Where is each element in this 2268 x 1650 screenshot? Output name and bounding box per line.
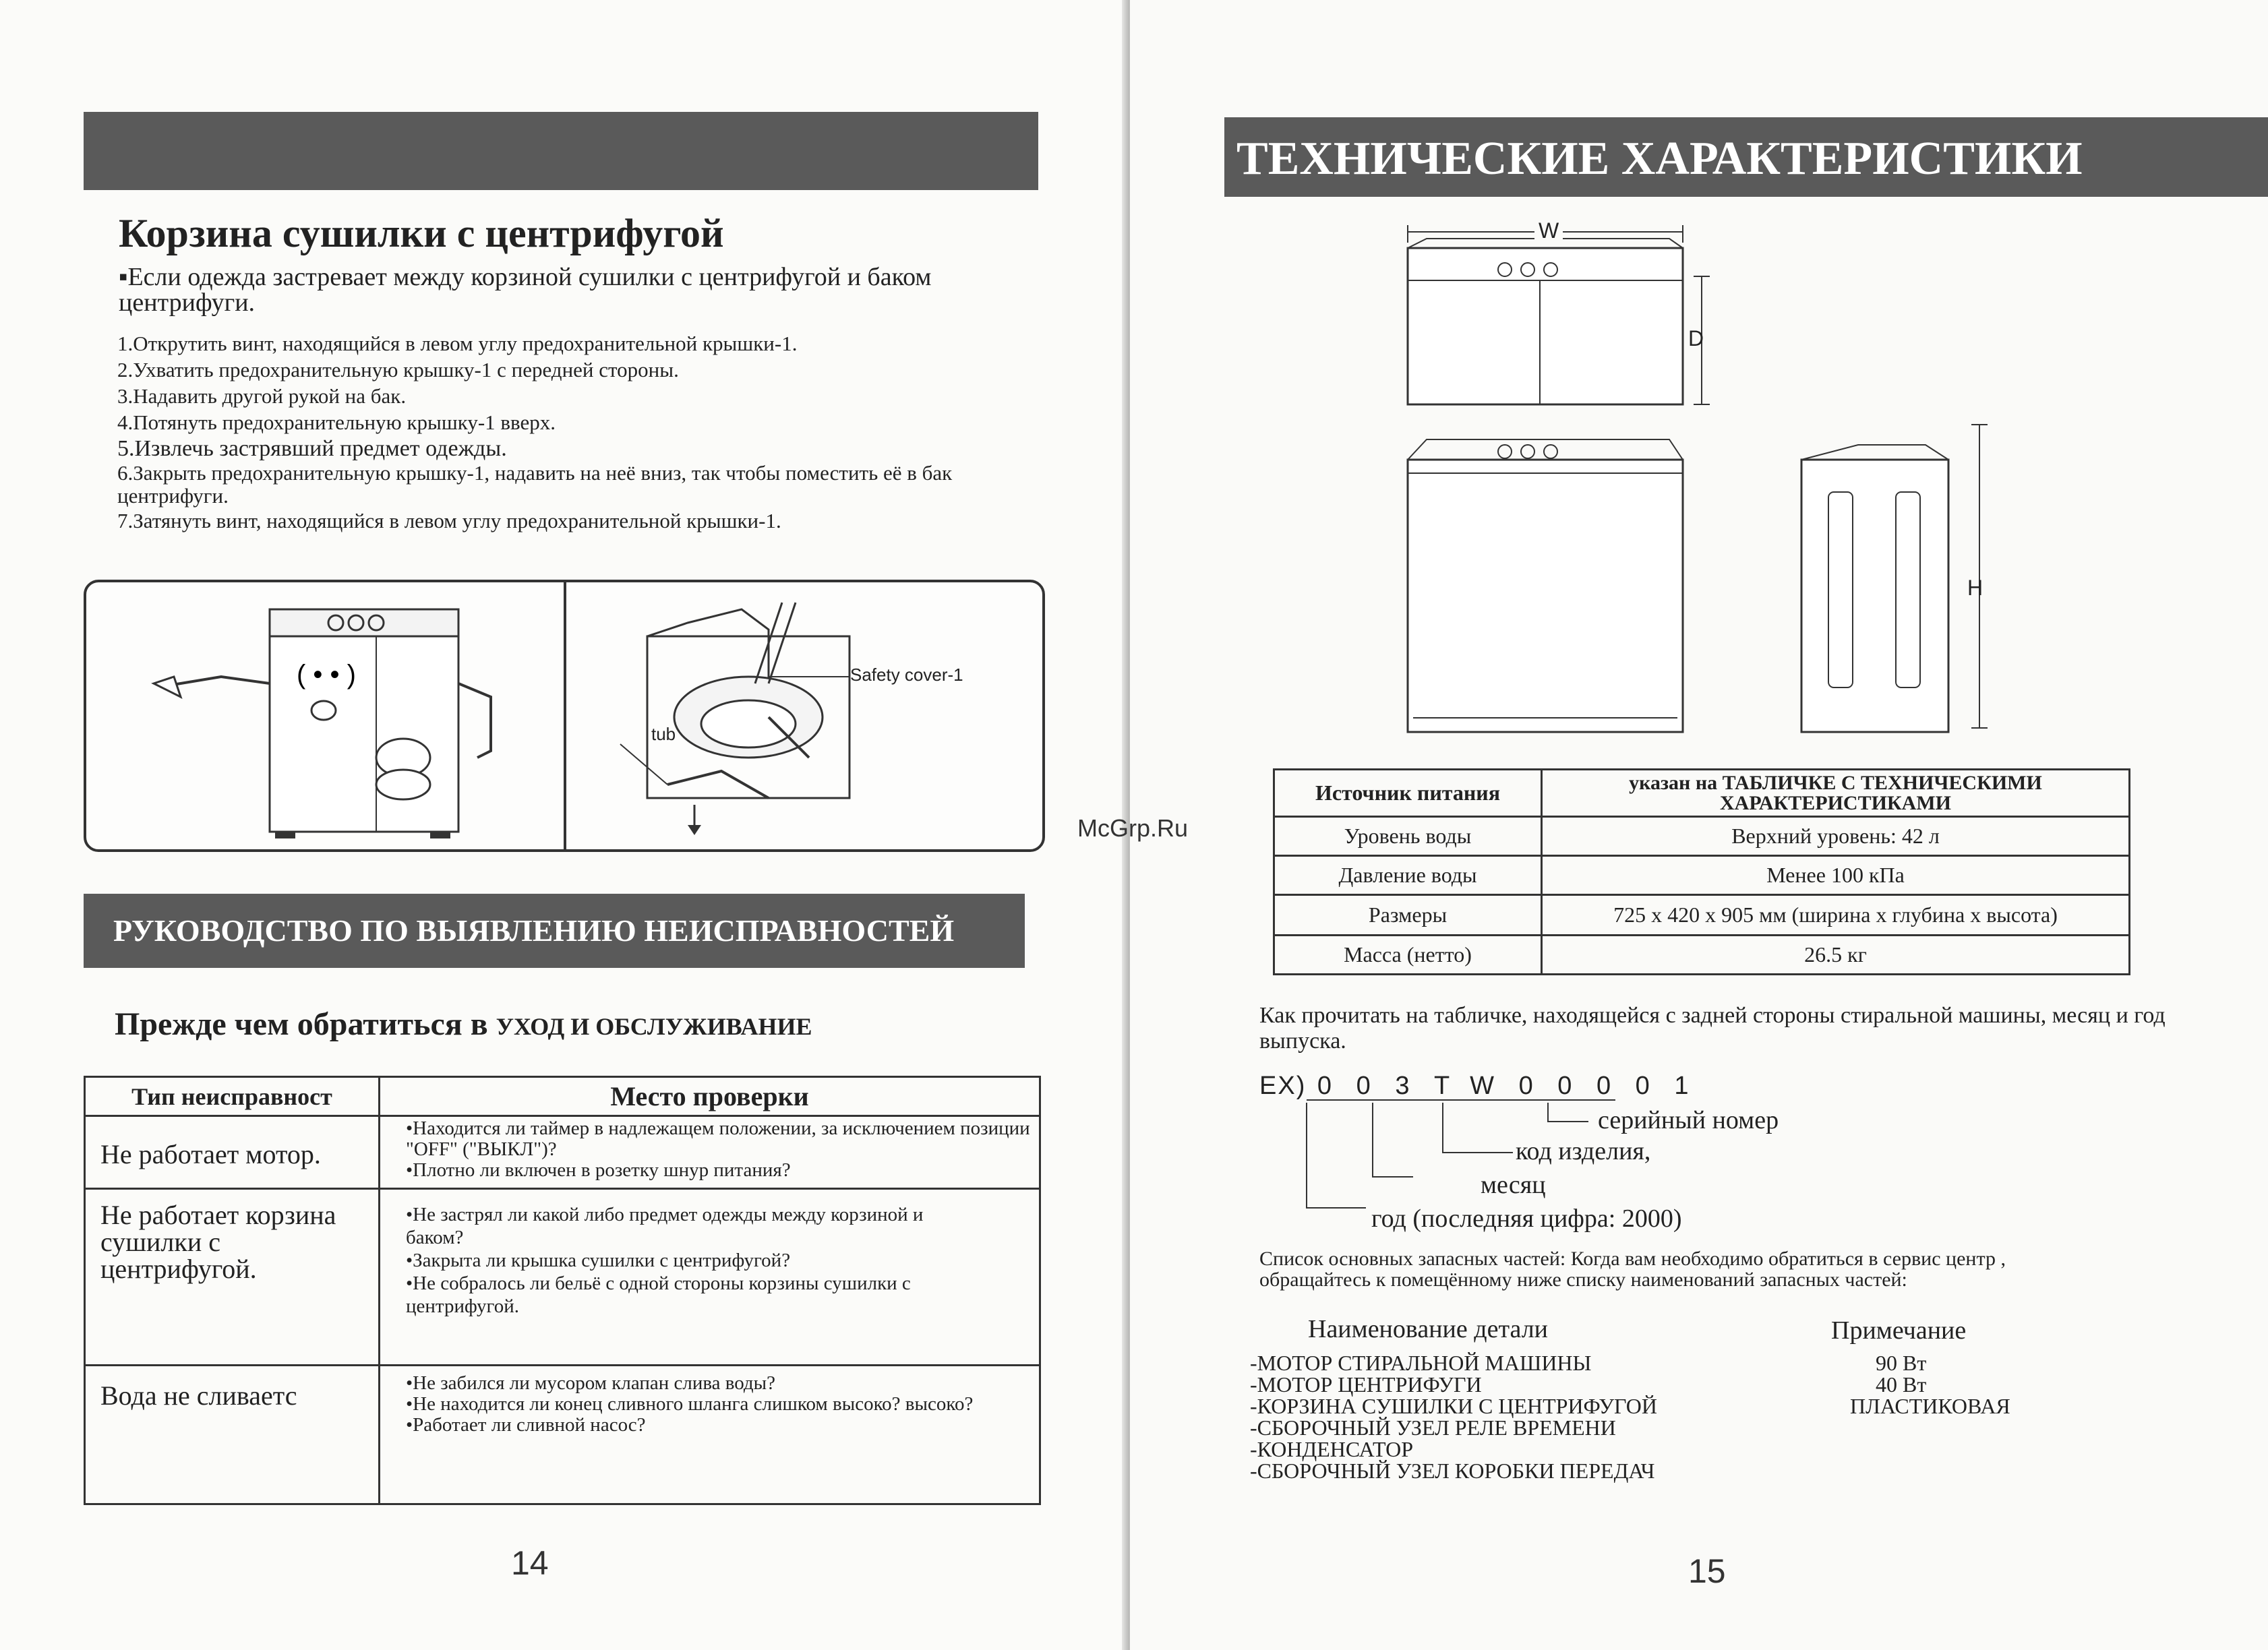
check-item: •Не находится ли конец сливного шланга слишком высоко? высоко? [406,1393,974,1415]
serial-label: серийный номер [1598,1106,1779,1134]
parts-intro: Список основных запасных частей: Когда вам необходимо обратиться в сервис центр , обращайтесь к помещённому ниже списку наименований запасных частей: [1259,1248,2006,1291]
dim-label-h: H [1967,576,1983,600]
parts-header-note: Примечание [1831,1316,1967,1345]
left-page [0,0,1130,1650]
code-char: 0 [1596,1072,1613,1100]
code-char: 1 [1674,1072,1690,1100]
part-row [1250,1394,2010,1418]
table-row [85,1116,1040,1189]
part-name: -КОРЗИНА СУШИЛКИ С ЦЕНТРИФУГОЙ [1250,1394,1657,1418]
spec-label: Масса (нетто) [1274,936,1542,975]
subtitle-main: Прежде чем обратиться в [115,1006,488,1042]
washer-cartoon-illustration [86,582,564,849]
spec-row [1274,856,2130,895]
specs-band [1224,117,2268,197]
spec-row [1274,770,2130,817]
check-item: •Не застрял ли какой либо предмет одежды между корзиной и баком? [406,1204,924,1248]
safety-cover-label: Safety cover-1 [850,665,963,685]
check-item: •Не собралось ли бельё с одной стороны корзины сушилки с центрифугой. [406,1273,911,1317]
part-row [1250,1417,1992,1438]
step-item: 7.Затянуть винт, находящийся в левом углу предохранительной крышки-1. [117,509,781,532]
year-label: год (последняя цифра: 2000) [1371,1204,1682,1233]
spec-value: 26.5 кг [1542,936,2130,975]
troubleshooting-table [84,1076,1041,1505]
spec-value: Менее 100 кПа [1542,856,2130,895]
spec-label: Источник питания [1274,770,1542,817]
spec-label: Размеры [1274,895,1542,936]
part-name: -СБОРОЧНЫЙ УЗЕЛ КОРОБКИ ПЕРЕДАЧ [1250,1459,1655,1483]
problem-cell: Вода не сливаетс [85,1366,380,1504]
specs-title: ТЕХНИЧЕСКИЕ ХАРАКТЕРИСТИКИ [1236,133,2083,185]
specs-table [1273,768,2130,975]
table-row [85,1189,1040,1366]
troubleshooting-subtitle [115,1006,812,1043]
checks-cell [380,1366,1040,1504]
part-row [1250,1352,1992,1374]
serial-code [1259,1072,1690,1101]
dim-label-d: D [1688,326,1704,350]
check-item: •Плотно ли включен в розетку шнур питания? [406,1159,791,1181]
plate-instructions: Как прочитать на табличке, находящейся с задней стороны стиральной машины, месяц и год выпуска. [1259,1003,2166,1053]
code-char: 0 [1356,1072,1372,1100]
checks-cell [380,1116,1040,1189]
table-header: Тип неисправност [85,1077,380,1116]
check-item: •Не забился ли мусором клапан слива воды? [406,1372,776,1394]
troubleshooting-title: РУКОВОДСТВО ПО ВЫЯВЛЕНИЮ НЕИСПРАВНОСТЕЙ [113,913,955,948]
check-item: •Закрыта ли крышка сушилки с центрифугой? [406,1250,791,1271]
check-item: •Работает ли сливной насос? [406,1414,646,1436]
part-note: ПЛАСТИКОВАЯ [1850,1394,2010,1418]
checks-cell [380,1189,1040,1366]
part-name: -МОТОР ЦЕНТРИФУГИ [1250,1372,1482,1397]
svg-text:( • • ): ( • • ) [297,660,356,690]
month-label: месяц [1481,1171,1546,1199]
check-item: •Находится ли таймер в надлежащем положении, за исключением позиции "OFF" ("ВЫКЛ")? [406,1118,1030,1160]
code-char: 0 [1557,1072,1574,1100]
parts-header-name: Наименование детали [1308,1315,1549,1343]
dim-label-w: W [1534,218,1563,243]
safety-cover-illustration [566,582,1042,849]
step-item: 3.Надавить другой рукой на бак. [117,384,407,408]
troubleshooting-band [84,894,1025,968]
step-item: 1.Открутить винт, находящийся в левом углу предохранительной крышки-1. [117,332,798,355]
subtitle-small: УХОД И ОБСЛУЖИВАНИЕ [496,1013,812,1040]
part-note: 40 Вт [1876,1372,1927,1397]
table-header: Место проверки [380,1077,1040,1116]
top-band [84,112,1038,190]
right-page [1130,0,2268,1650]
code-char: W [1470,1072,1495,1100]
code-char: 0 [1518,1072,1534,1100]
tub-label: tub [651,724,676,744]
code-char: 0 [1317,1072,1334,1100]
product-code-label: код изделия, [1516,1137,1651,1165]
problem-cell: Не работает мотор. [85,1116,380,1189]
code-char: 0 [1635,1072,1651,1100]
illustration-panel [84,580,1045,852]
watermark: McGrp.Ru [1077,814,1189,842]
spec-row [1274,936,2130,975]
spec-value: 725 x 420 x 905 мм (ширина x глубина x высота) [1542,895,2130,936]
part-note: 90 Вт [1876,1351,1927,1375]
parts-list [1250,1351,2010,1483]
intro-text: ▪Если одежда застревает между корзиной сушилки с центрифугой и баком центрифуги. [119,263,932,317]
code-char: T [1434,1072,1451,1100]
spec-label: Давление воды [1274,856,1542,895]
part-row [1250,1438,1992,1460]
page-number: 15 [1688,1552,1726,1590]
part-row [1250,1460,1992,1481]
step-item: 5.Извлечь застрявший предмет одежды. [117,436,507,461]
step-item: 6.Закрыть предохранительную крышку-1, надавить на неё вниз, так чтобы поместить её в бак центрифуги. [117,461,953,508]
code-char: 3 [1395,1072,1411,1100]
step-item: 4.Потянуть предохранительную крышку-1 вверх. [117,410,556,434]
steps-list [117,330,1081,534]
part-name: -СБОРОЧНЫЙ УЗЕЛ РЕЛЕ ВРЕМЕНИ [1250,1415,1616,1440]
code-prefix: EX) [1259,1072,1307,1100]
problem-cell: Не работает корзина сушилки с центрифугой. [85,1189,380,1366]
section-title: Корзина сушилки с центрифугой [119,211,724,255]
table-row [85,1366,1040,1504]
part-name: -КОНДЕНСАТОР [1250,1437,1413,1461]
step-item: 2.Ухватить предохранительную крышку-1 с передней стороны. [117,358,679,381]
spec-value: Верхний уровень: 42 л [1542,817,2130,856]
spec-value: указан на ТАБЛИЧКЕ С ТЕХНИЧЕСКИМИ ХАРАКТЕРИСТИКАМИ [1542,770,2130,817]
part-row [1250,1374,1992,1395]
part-name: -МОТОР СТИРАЛЬНОЙ МАШИНЫ [1250,1351,1592,1375]
spec-row [1274,817,2130,856]
spec-label: Уровень воды [1274,817,1542,856]
dimension-drawing [1130,202,2268,741]
page-number: 14 [511,1544,549,1582]
spec-row [1274,895,2130,936]
